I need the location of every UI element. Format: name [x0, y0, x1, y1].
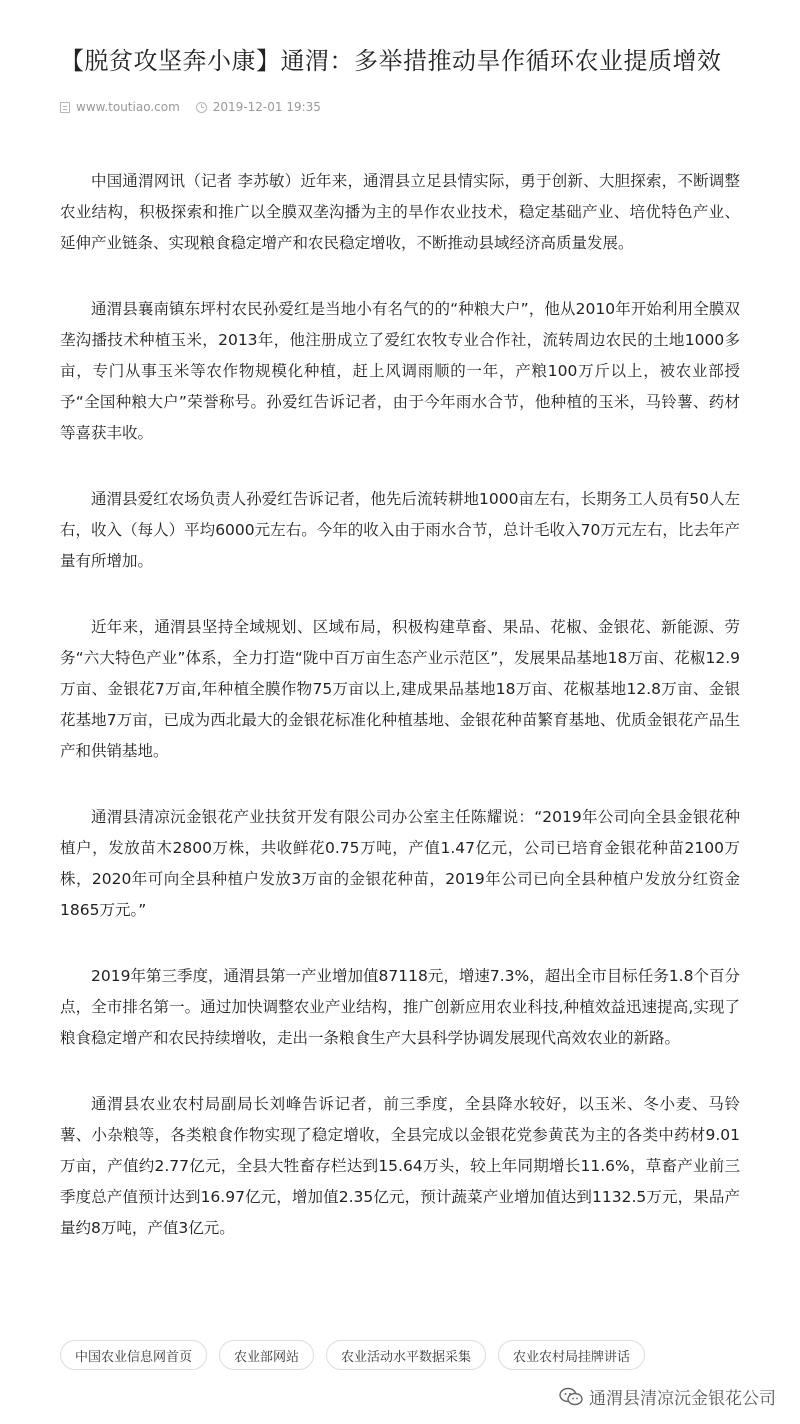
article-paragraph: 通渭县清凉沅金银花产业扶贫开发有限公司办公室主任陈耀说：“2019年公司向全县金银花种植户，发放苗木2800万株，共收鲜花0.75万吨，产值1.47亿元，公司已培育金银花种苗2100万株，2020年可向全县种植户发放3万亩的金银花种苗，2019年公司已向全县种植户发放分红资金1865万元。”	[60, 808, 740, 919]
publish-time: 2019-12-01 19:35	[212, 100, 321, 114]
source-link[interactable]: www.toutiao.com	[76, 100, 180, 114]
article-paragraph: 通渭县爱红农场负责人孙爱红告诉记者，他先后流转耕地1000亩左右，长期务工人员有50人左右，收入（每人）平均6000元左右。今年的收入由于雨水合节，总计毛收入70万元左右，比去年产量有所增加。	[60, 490, 740, 570]
related-tags	[60, 1340, 657, 1370]
publish-time-info	[196, 100, 321, 114]
article-meta	[60, 98, 740, 116]
tag-agri-bureau-speech[interactable]: 农业农村局挂牌讲话	[498, 1340, 645, 1370]
wechat-watermark	[559, 1384, 776, 1409]
article-body	[60, 166, 740, 1244]
tag-agri-activity-data[interactable]: 农业活动水平数据采集	[326, 1340, 486, 1370]
wechat-icon	[559, 1387, 583, 1407]
tag-ministry-website[interactable]: 农业部网站	[219, 1340, 314, 1370]
watermark-text: 通渭县清凉沅金银花公司	[589, 1389, 776, 1409]
clock-icon	[196, 102, 207, 113]
article-paragraph: 2019年第三季度，通渭县第一产业增加值87118元，增速7.3%，超出全市目标任务1.8个百分点，全市排名第一。通过加快调整农业产业结构，推广创新应用农业科技,种植效益迅速提高,实现了粮食稳定增产和农民持续增收，走出一条粮食生产大县科学协调发展现代高效农业的新路。	[60, 967, 740, 1047]
article-paragraph: 通渭县农业农村局副局长刘峰告诉记者，前三季度，全县降水较好，以玉米、冬小麦、马铃薯、小杂粮等，各类粮食作物实现了稳定增收，全县完成以金银花党参黄芪为主的各类中药材9.01万亩，产值约2.77亿元，全县大牲畜存栏达到15.64万头，较上年同期增长11.6%，草畜产业前三季度总产值预计达到16.97亿元，增加值2.35亿元，预计蔬菜产业增加值达到1132.5万元，果品产量约8万吨，产值3亿元。	[60, 1095, 740, 1237]
article-paragraph: 中国通渭网讯（记者 李苏敏）近年来，通渭县立足县情实际，勇于创新、大胆探索，不断调整农业结构，积极探索和推广以全膜双垄沟播为主的旱作农业技术，稳定基础产业、培优特色产业、延伸产业链条、实现粮食稳定增产和农民稳定增收，不断推动县域经济高质量发展。	[60, 172, 740, 252]
article-paragraph: 近年来，通渭县坚持全域规划、区域布局，积极构建草畜、果品、花椒、金银花、新能源、劳务“六大特色产业”体系，全力打造“陇中百万亩生态产业示范区”，发展果品基地18万亩、花椒12.9万亩、金银花7万亩,年种植全膜作物75万亩以上,建成果品基地18万亩、花椒基地12.8万亩、金银花基地7万亩，已成为西北最大的金银花标准化种植基地、金银花种苗繁育基地、优质金银花产品生产和供销基地。	[60, 618, 740, 760]
article-paragraph: 通渭县襄南镇东坪村农民孙爱红是当地小有名气的的“种粮大户”，他从2010年开始利用全膜双垄沟播技术种植玉米，2013年，他注册成立了爱红农牧专业合作社，流转周边农民的土地1000多亩，专门从事玉米等农作物规模化种植，赶上风调雨顺的一年，产粮100万斤以上，被农业部授予“全国种粮大户”荣誉称号。孙爱红告诉记者，由于今年雨水合节，他种植的玉米，马铃薯、药材等喜获丰收。	[60, 300, 740, 442]
article-title: 【脱贫攻坚奔小康】通渭：多举措推动旱作循环农业提质增效	[60, 47, 722, 75]
tag-china-agri-info-home[interactable]: 中国农业信息网首页	[60, 1340, 207, 1370]
source-info	[60, 100, 180, 114]
document-icon	[60, 102, 70, 113]
